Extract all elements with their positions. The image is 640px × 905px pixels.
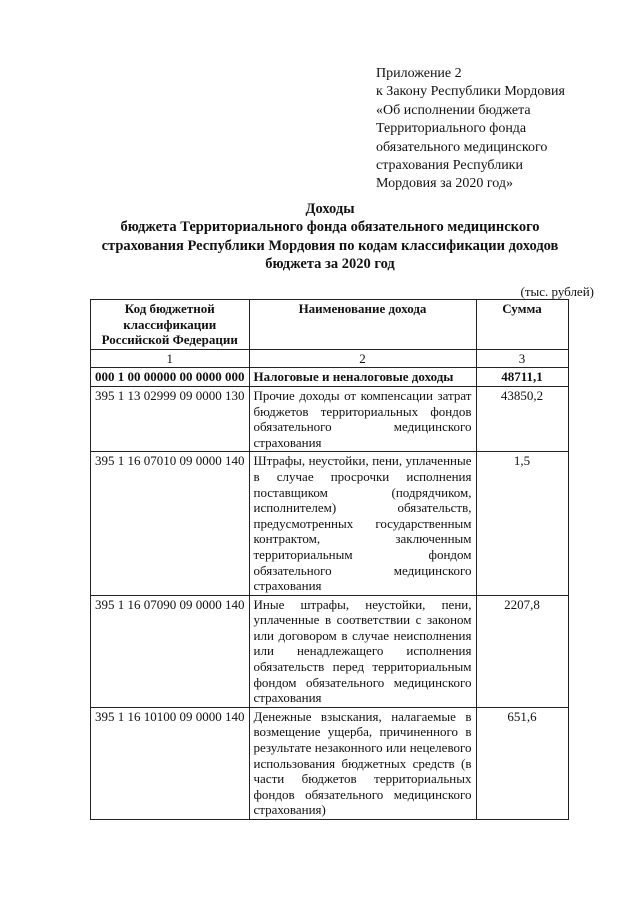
row-code: 395 1 16 07010 09 0000 140 bbox=[91, 452, 250, 595]
table-header-row bbox=[91, 300, 569, 350]
row-sum: 651,6 bbox=[476, 707, 568, 819]
row-code: 395 1 13 02999 09 0000 130 bbox=[91, 386, 250, 451]
appendix-block bbox=[376, 65, 616, 194]
table-row bbox=[91, 452, 569, 595]
appendix-line: Мордовия за 2020 год» bbox=[376, 176, 513, 192]
table-row bbox=[91, 595, 569, 707]
units-note: (тыс. рублей) bbox=[520, 284, 594, 299]
row-sum: 2207,8 bbox=[476, 595, 568, 707]
row-name: Денежные взыскания, налагаемые в возмещение ущерба, причиненного в результате незаконного или нецелевого использования бюджетных средств (в части бюджетов территориальных фондов обязательного медицинского страхования) bbox=[249, 707, 476, 819]
row-sum: 48711,1 bbox=[476, 368, 568, 387]
title-line: страхования Республики Мордовия по кодам классификации доходов bbox=[101, 237, 559, 254]
column-number-row bbox=[91, 349, 569, 368]
income-table bbox=[90, 299, 569, 820]
row-sum: 43850,2 bbox=[476, 386, 568, 451]
appendix-line: Приложение 2 bbox=[376, 66, 462, 81]
column-number: 1 bbox=[91, 349, 250, 368]
row-name: Прочие доходы от компенсации затрат бюджетов территориальных фондов обязательного медицинского страхования bbox=[249, 386, 476, 451]
appendix-line: страхования Республики bbox=[376, 158, 523, 174]
title-line: Доходы bbox=[305, 201, 355, 217]
row-sum: 1,5 bbox=[476, 452, 568, 595]
row-name: Иные штрафы, неустойки, пени, уплаченные в соответствии с законом или договором в случае неисполнения или ненадлежащего исполнения обязательств перед территориальным фондом обязательного медицинского страхования bbox=[249, 595, 476, 707]
table-row bbox=[91, 368, 569, 387]
document-title bbox=[100, 200, 560, 274]
column-number: 3 bbox=[476, 349, 568, 368]
row-code: 395 1 16 07090 09 0000 140 bbox=[91, 595, 250, 707]
title-line: бюджета Территориального фонда обязательного медицинского bbox=[120, 219, 540, 236]
table-row bbox=[91, 707, 569, 819]
appendix-line: «Об исполнении бюджета bbox=[376, 102, 531, 118]
appendix-line: Территориального фонда bbox=[376, 121, 527, 137]
row-name: Налоговые и неналоговые доходы bbox=[249, 368, 476, 387]
column-number: 2 bbox=[249, 349, 476, 368]
row-code: 000 1 00 00000 00 0000 000 bbox=[91, 368, 250, 387]
appendix-line: к Закону Республики Мордовия bbox=[376, 84, 565, 100]
title-line: бюджета за 2020 год bbox=[265, 256, 395, 273]
appendix-line: обязательного медицинского bbox=[376, 139, 548, 155]
header-name: Наименование дохода bbox=[249, 300, 476, 350]
header-code: Код бюджетной классификации Российской Федерации bbox=[91, 300, 250, 350]
header-sum: Сумма bbox=[476, 300, 568, 350]
row-code: 395 1 16 10100 09 0000 140 bbox=[91, 707, 250, 819]
row-name: Штрафы, неустойки, пени, уплаченные в случае просрочки исполнения поставщиком (подрядчиком, исполнителем) обязательств, предусмотренных государственным контрактом, заключенным территориальным фондом обязательного медицинского страхования bbox=[249, 452, 476, 595]
table-row bbox=[91, 386, 569, 451]
